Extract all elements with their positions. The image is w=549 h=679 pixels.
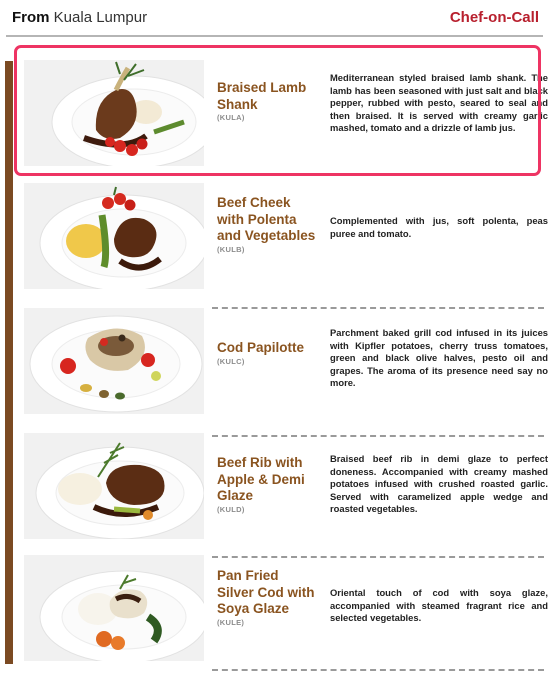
- beef-cheek-dish-icon: [24, 183, 204, 289]
- dish-description: Complemented with jus, soft polenta, peas puree and tomato.: [330, 215, 548, 239]
- menu-sidebar-stripe: [5, 61, 13, 664]
- silver-cod-dish-icon: [24, 555, 204, 661]
- item-divider: [212, 669, 544, 671]
- menu-item-kulc[interactable]: [14, 308, 548, 426]
- menu-item-kulb[interactable]: [14, 183, 548, 301]
- dish-name: Cod Papilotte (KULC): [217, 340, 317, 367]
- dish-name: Beef Cheek with Polenta and Vegetables (KULB): [217, 195, 316, 254]
- dish-code: (KULB): [217, 244, 245, 254]
- dish-code: (KULD): [217, 504, 245, 514]
- lamb-shank-dish-icon: [24, 60, 204, 166]
- cod-papilotte-dish-icon: [24, 308, 204, 414]
- header-divider: [6, 35, 543, 37]
- beef-rib-dish-icon: [24, 433, 204, 539]
- from-label: From: [12, 9, 50, 26]
- header: [0, 0, 549, 40]
- dish-description: Oriental touch of cod with soya glaze, accompanied with steamed fragrant rice and selected vegetables.: [330, 587, 548, 624]
- menu-item-kuld[interactable]: [14, 433, 548, 551]
- dish-description: Mediterranean styled braised lamb shank. The lamb has been seasoned with just salt and black pepper, rubbed with pesto, seared to seal and then braised. It is served with creamy garlic mashed, tomato and a drizzle of lamb jus.: [330, 72, 548, 134]
- menu-item-kula[interactable]: [14, 60, 548, 178]
- dish-description: Braised beef rib in demi glaze to perfect doneness. Accompanied with creamy mashed potatoes infused with crushed roasted garlic. Served with caramelized apple wedge and roasted vegetables.: [330, 453, 548, 515]
- menu-item-kule[interactable]: [14, 555, 548, 673]
- dish-code: (KULC): [217, 356, 245, 366]
- dish-name: Pan Fried Silver Cod with Soya Glaze (KULE): [217, 568, 317, 628]
- dish-code: (KULE): [217, 617, 245, 627]
- dish-code: (KULA): [217, 113, 245, 122]
- brand-title: Chef-on-Call: [449, 9, 539, 26]
- origin-label: [12, 9, 147, 26]
- dish-name: Braised Lamb Shank (KULA): [217, 80, 317, 123]
- dish-description: Parchment baked grill cod infused in its juices with Kipfler potatoes, cherry truss tomatoes, green and black olive halves, pesto oil and grapes. The aroma of its presence need say no more.: [330, 327, 548, 389]
- dish-name: Beef Rib with Apple & Demi Glaze (KULD): [217, 455, 317, 515]
- origin-city: Kuala Lumpur: [53, 9, 148, 26]
